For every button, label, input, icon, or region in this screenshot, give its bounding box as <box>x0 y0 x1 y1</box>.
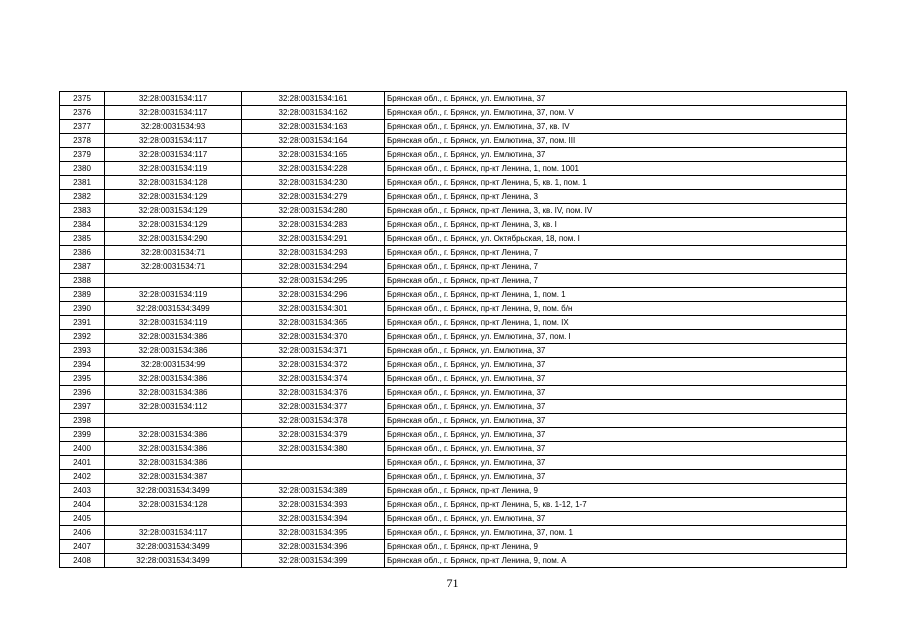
table-row <box>60 512 847 526</box>
row-number-cell: 2384 <box>60 218 105 232</box>
address-cell: Брянская обл., г. Брянск, ул. Емлютина, 37, кв. IV <box>385 120 847 134</box>
cadastral-number-cell: 32:28:0031534:165 <box>242 148 385 162</box>
table-row <box>60 176 847 190</box>
parent-cadastral-number-cell: 32:28:0031534:3499 <box>105 540 242 554</box>
address-cell: Брянская обл., г. Брянск, ул. Емлютина, 37 <box>385 148 847 162</box>
row-number-cell: 2376 <box>60 106 105 120</box>
row-number-cell: 2387 <box>60 260 105 274</box>
cadastral-number-cell: 32:28:0031534:372 <box>242 358 385 372</box>
table-row <box>60 302 847 316</box>
cadastral-number-cell: 32:28:0031534:283 <box>242 218 385 232</box>
row-number-cell: 2378 <box>60 134 105 148</box>
table-row <box>60 106 847 120</box>
parent-cadastral-number-cell: 32:28:0031534:3499 <box>105 554 242 568</box>
parent-cadastral-number-cell: 32:28:0031534:117 <box>105 92 242 106</box>
parent-cadastral-number-cell: 32:28:0031534:128 <box>105 176 242 190</box>
parent-cadastral-number-cell: 32:28:0031534:129 <box>105 204 242 218</box>
parent-cadastral-number-cell: 32:28:0031534:129 <box>105 218 242 232</box>
cadastral-number-cell: 32:28:0031534:296 <box>242 288 385 302</box>
row-number-cell: 2391 <box>60 316 105 330</box>
address-cell: Брянская обл., г. Брянск, пр-кт Ленина, 5, кв. 1, пом. 1 <box>385 176 847 190</box>
parent-cadastral-number-cell: 32:28:0031534:119 <box>105 316 242 330</box>
row-number-cell: 2382 <box>60 190 105 204</box>
parent-cadastral-number-cell: 32:28:0031534:386 <box>105 344 242 358</box>
table-row <box>60 540 847 554</box>
address-cell: Брянская обл., г. Брянск, пр-кт Ленина, 3 <box>385 190 847 204</box>
cadastral-number-cell: 32:28:0031534:293 <box>242 246 385 260</box>
address-cell: Брянская обл., г. Брянск, пр-кт Ленина, 9, пом. А <box>385 554 847 568</box>
table-row <box>60 162 847 176</box>
table-row <box>60 316 847 330</box>
table-row <box>60 260 847 274</box>
table-row <box>60 442 847 456</box>
cadastral-number-cell: 32:28:0031534:164 <box>242 134 385 148</box>
parent-cadastral-number-cell: 32:28:0031534:119 <box>105 288 242 302</box>
address-cell: Брянская обл., г. Брянск, ул. Емлютина, 37 <box>385 92 847 106</box>
address-cell: Брянская обл., г. Брянск, ул. Емлютина, 37 <box>385 470 847 484</box>
cadastral-number-cell: 32:28:0031534:365 <box>242 316 385 330</box>
cadastral-number-cell <box>242 456 385 470</box>
address-cell: Брянская обл., г. Брянск, ул. Емлютина, 37 <box>385 358 847 372</box>
table-row <box>60 484 847 498</box>
row-number-cell: 2388 <box>60 274 105 288</box>
parent-cadastral-number-cell: 32:28:0031534:386 <box>105 442 242 456</box>
address-cell: Брянская обл., г. Брянск, пр-кт Ленина, 1, пом. 1001 <box>385 162 847 176</box>
address-cell: Брянская обл., г. Брянск, ул. Емлютина, 37 <box>385 400 847 414</box>
table-row <box>60 274 847 288</box>
parent-cadastral-number-cell: 32:28:0031534:3499 <box>105 484 242 498</box>
parent-cadastral-number-cell: 32:28:0031534:386 <box>105 428 242 442</box>
cadastral-number-cell: 32:28:0031534:393 <box>242 498 385 512</box>
address-cell: Брянская обл., г. Брянск, пр-кт Ленина, 7 <box>385 274 847 288</box>
table-row <box>60 386 847 400</box>
cadastral-number-cell: 32:28:0031534:163 <box>242 120 385 134</box>
table-row <box>60 218 847 232</box>
row-number-cell: 2393 <box>60 344 105 358</box>
address-cell: Брянская обл., г. Брянск, ул. Емлютина, 37, пом. V <box>385 106 847 120</box>
cadastral-number-cell: 32:28:0031534:280 <box>242 204 385 218</box>
cadastral-number-cell: 32:28:0031534:162 <box>242 106 385 120</box>
table-row <box>60 372 847 386</box>
parent-cadastral-number-cell: 32:28:0031534:71 <box>105 246 242 260</box>
table-row <box>60 148 847 162</box>
row-number-cell: 2395 <box>60 372 105 386</box>
cadastral-number-cell: 32:28:0031534:161 <box>242 92 385 106</box>
cadastral-number-cell: 32:28:0031534:295 <box>242 274 385 288</box>
row-number-cell: 2379 <box>60 148 105 162</box>
cadastral-number-cell: 32:28:0031534:376 <box>242 386 385 400</box>
parent-cadastral-number-cell <box>105 274 242 288</box>
address-cell: Брянская обл., г. Брянск, ул. Емлютина, 37, пом. I <box>385 330 847 344</box>
row-number-cell: 2397 <box>60 400 105 414</box>
row-number-cell: 2389 <box>60 288 105 302</box>
row-number-cell: 2399 <box>60 428 105 442</box>
cadastral-number-cell: 32:28:0031534:294 <box>242 260 385 274</box>
page-number: 71 <box>446 576 459 590</box>
row-number-cell: 2375 <box>60 92 105 106</box>
table-row <box>60 232 847 246</box>
address-cell: Брянская обл., г. Брянск, пр-кт Ленина, 1, пом. IX <box>385 316 847 330</box>
cadastral-number-cell: 32:28:0031534:377 <box>242 400 385 414</box>
row-number-cell: 2381 <box>60 176 105 190</box>
cadastral-number-cell: 32:28:0031534:379 <box>242 428 385 442</box>
address-cell: Брянская обл., г. Брянск, ул. Емлютина, 37 <box>385 372 847 386</box>
parent-cadastral-number-cell: 32:28:0031534:112 <box>105 400 242 414</box>
cadastral-number-cell: 32:28:0031534:228 <box>242 162 385 176</box>
row-number-cell: 2380 <box>60 162 105 176</box>
table-row <box>60 120 847 134</box>
registry-table <box>59 91 847 568</box>
address-cell: Брянская обл., г. Брянск, пр-кт Ленина, 3, кв. I <box>385 218 847 232</box>
cadastral-number-cell: 32:28:0031534:370 <box>242 330 385 344</box>
parent-cadastral-number-cell: 32:28:0031534:386 <box>105 330 242 344</box>
cadastral-number-cell: 32:28:0031534:389 <box>242 484 385 498</box>
row-number-cell: 2386 <box>60 246 105 260</box>
parent-cadastral-number-cell: 32:28:0031534:117 <box>105 148 242 162</box>
row-number-cell: 2396 <box>60 386 105 400</box>
address-cell: Брянская обл., г. Брянск, ул. Емлютина, 37, пом. 1 <box>385 526 847 540</box>
parent-cadastral-number-cell <box>105 512 242 526</box>
table-row <box>60 470 847 484</box>
address-cell: Брянская обл., г. Брянск, пр-кт Ленина, 7 <box>385 246 847 260</box>
cadastral-number-cell: 32:28:0031534:301 <box>242 302 385 316</box>
table-row <box>60 134 847 148</box>
row-number-cell: 2404 <box>60 498 105 512</box>
parent-cadastral-number-cell: 32:28:0031534:129 <box>105 190 242 204</box>
table-row <box>60 526 847 540</box>
cadastral-number-cell: 32:28:0031534:396 <box>242 540 385 554</box>
address-cell: Брянская обл., г. Брянск, пр-кт Ленина, 9 <box>385 484 847 498</box>
row-number-cell: 2401 <box>60 456 105 470</box>
table-row <box>60 330 847 344</box>
address-cell: Брянская обл., г. Брянск, пр-кт Ленина, 7 <box>385 260 847 274</box>
parent-cadastral-number-cell: 32:28:0031534:71 <box>105 260 242 274</box>
parent-cadastral-number-cell: 32:28:0031534:290 <box>105 232 242 246</box>
cadastral-number-cell: 32:28:0031534:380 <box>242 442 385 456</box>
address-cell: Брянская обл., г. Брянск, пр-кт Ленина, 9, пом. б/н <box>385 302 847 316</box>
parent-cadastral-number-cell: 32:28:0031534:387 <box>105 470 242 484</box>
address-cell: Брянская обл., г. Брянск, ул. Емлютина, 37 <box>385 428 847 442</box>
row-number-cell: 2406 <box>60 526 105 540</box>
row-number-cell: 2398 <box>60 414 105 428</box>
table-row <box>60 190 847 204</box>
cadastral-number-cell <box>242 470 385 484</box>
table-row <box>60 358 847 372</box>
table-row <box>60 498 847 512</box>
parent-cadastral-number-cell: 32:28:0031534:99 <box>105 358 242 372</box>
cadastral-number-cell: 32:28:0031534:374 <box>242 372 385 386</box>
parent-cadastral-number-cell: 32:28:0031534:117 <box>105 106 242 120</box>
cadastral-number-cell: 32:28:0031534:291 <box>242 232 385 246</box>
cadastral-number-cell: 32:28:0031534:371 <box>242 344 385 358</box>
address-cell: Брянская обл., г. Брянск, пр-кт Ленина, 5, кв. 1-12, 1-7 <box>385 498 847 512</box>
parent-cadastral-number-cell: 32:28:0031534:3499 <box>105 302 242 316</box>
row-number-cell: 2402 <box>60 470 105 484</box>
parent-cadastral-number-cell: 32:28:0031534:386 <box>105 372 242 386</box>
cadastral-number-cell: 32:28:0031534:394 <box>242 512 385 526</box>
parent-cadastral-number-cell: 32:28:0031534:117 <box>105 526 242 540</box>
table-row <box>60 456 847 470</box>
parent-cadastral-number-cell: 32:28:0031534:117 <box>105 134 242 148</box>
parent-cadastral-number-cell: 32:28:0031534:128 <box>105 498 242 512</box>
address-cell: Брянская обл., г. Брянск, пр-кт Ленина, 1, пом. 1 <box>385 288 847 302</box>
parent-cadastral-number-cell <box>105 414 242 428</box>
cadastral-number-cell: 32:28:0031534:399 <box>242 554 385 568</box>
cadastral-number-cell: 32:28:0031534:395 <box>242 526 385 540</box>
address-cell: Брянская обл., г. Брянск, ул. Октябрьская, 18, пом. I <box>385 232 847 246</box>
cadastral-number-cell: 32:28:0031534:279 <box>242 190 385 204</box>
row-number-cell: 2403 <box>60 484 105 498</box>
address-cell: Брянская обл., г. Брянск, пр-кт Ленина, 3, кв. IV, пом. IV <box>385 204 847 218</box>
row-number-cell: 2394 <box>60 358 105 372</box>
address-cell: Брянская обл., г. Брянск, ул. Емлютина, 37 <box>385 414 847 428</box>
table-row <box>60 414 847 428</box>
address-cell: Брянская обл., г. Брянск, ул. Емлютина, 37 <box>385 344 847 358</box>
row-number-cell: 2407 <box>60 540 105 554</box>
table-row <box>60 344 847 358</box>
parent-cadastral-number-cell: 32:28:0031534:93 <box>105 120 242 134</box>
parent-cadastral-number-cell: 32:28:0031534:386 <box>105 386 242 400</box>
table-row <box>60 246 847 260</box>
parent-cadastral-number-cell: 32:28:0031534:386 <box>105 456 242 470</box>
address-cell: Брянская обл., г. Брянск, пр-кт Ленина, 9 <box>385 540 847 554</box>
row-number-cell: 2383 <box>60 204 105 218</box>
address-cell: Брянская обл., г. Брянск, ул. Емлютина, 37 <box>385 456 847 470</box>
row-number-cell: 2385 <box>60 232 105 246</box>
row-number-cell: 2408 <box>60 554 105 568</box>
row-number-cell: 2400 <box>60 442 105 456</box>
table-row <box>60 400 847 414</box>
table-row <box>60 92 847 106</box>
parent-cadastral-number-cell: 32:28:0031534:119 <box>105 162 242 176</box>
row-number-cell: 2377 <box>60 120 105 134</box>
address-cell: Брянская обл., г. Брянск, ул. Емлютина, 37 <box>385 512 847 526</box>
row-number-cell: 2405 <box>60 512 105 526</box>
row-number-cell: 2390 <box>60 302 105 316</box>
cadastral-number-cell: 32:28:0031534:230 <box>242 176 385 190</box>
address-cell: Брянская обл., г. Брянск, ул. Емлютина, 37 <box>385 386 847 400</box>
table-row <box>60 428 847 442</box>
cadastral-number-cell: 32:28:0031534:378 <box>242 414 385 428</box>
table-row <box>60 204 847 218</box>
table-row <box>60 554 847 568</box>
address-cell: Брянская обл., г. Брянск, ул. Емлютина, 37, пом. III <box>385 134 847 148</box>
address-cell: Брянская обл., г. Брянск, ул. Емлютина, 37 <box>385 442 847 456</box>
table-row <box>60 288 847 302</box>
row-number-cell: 2392 <box>60 330 105 344</box>
table-body <box>60 92 847 568</box>
